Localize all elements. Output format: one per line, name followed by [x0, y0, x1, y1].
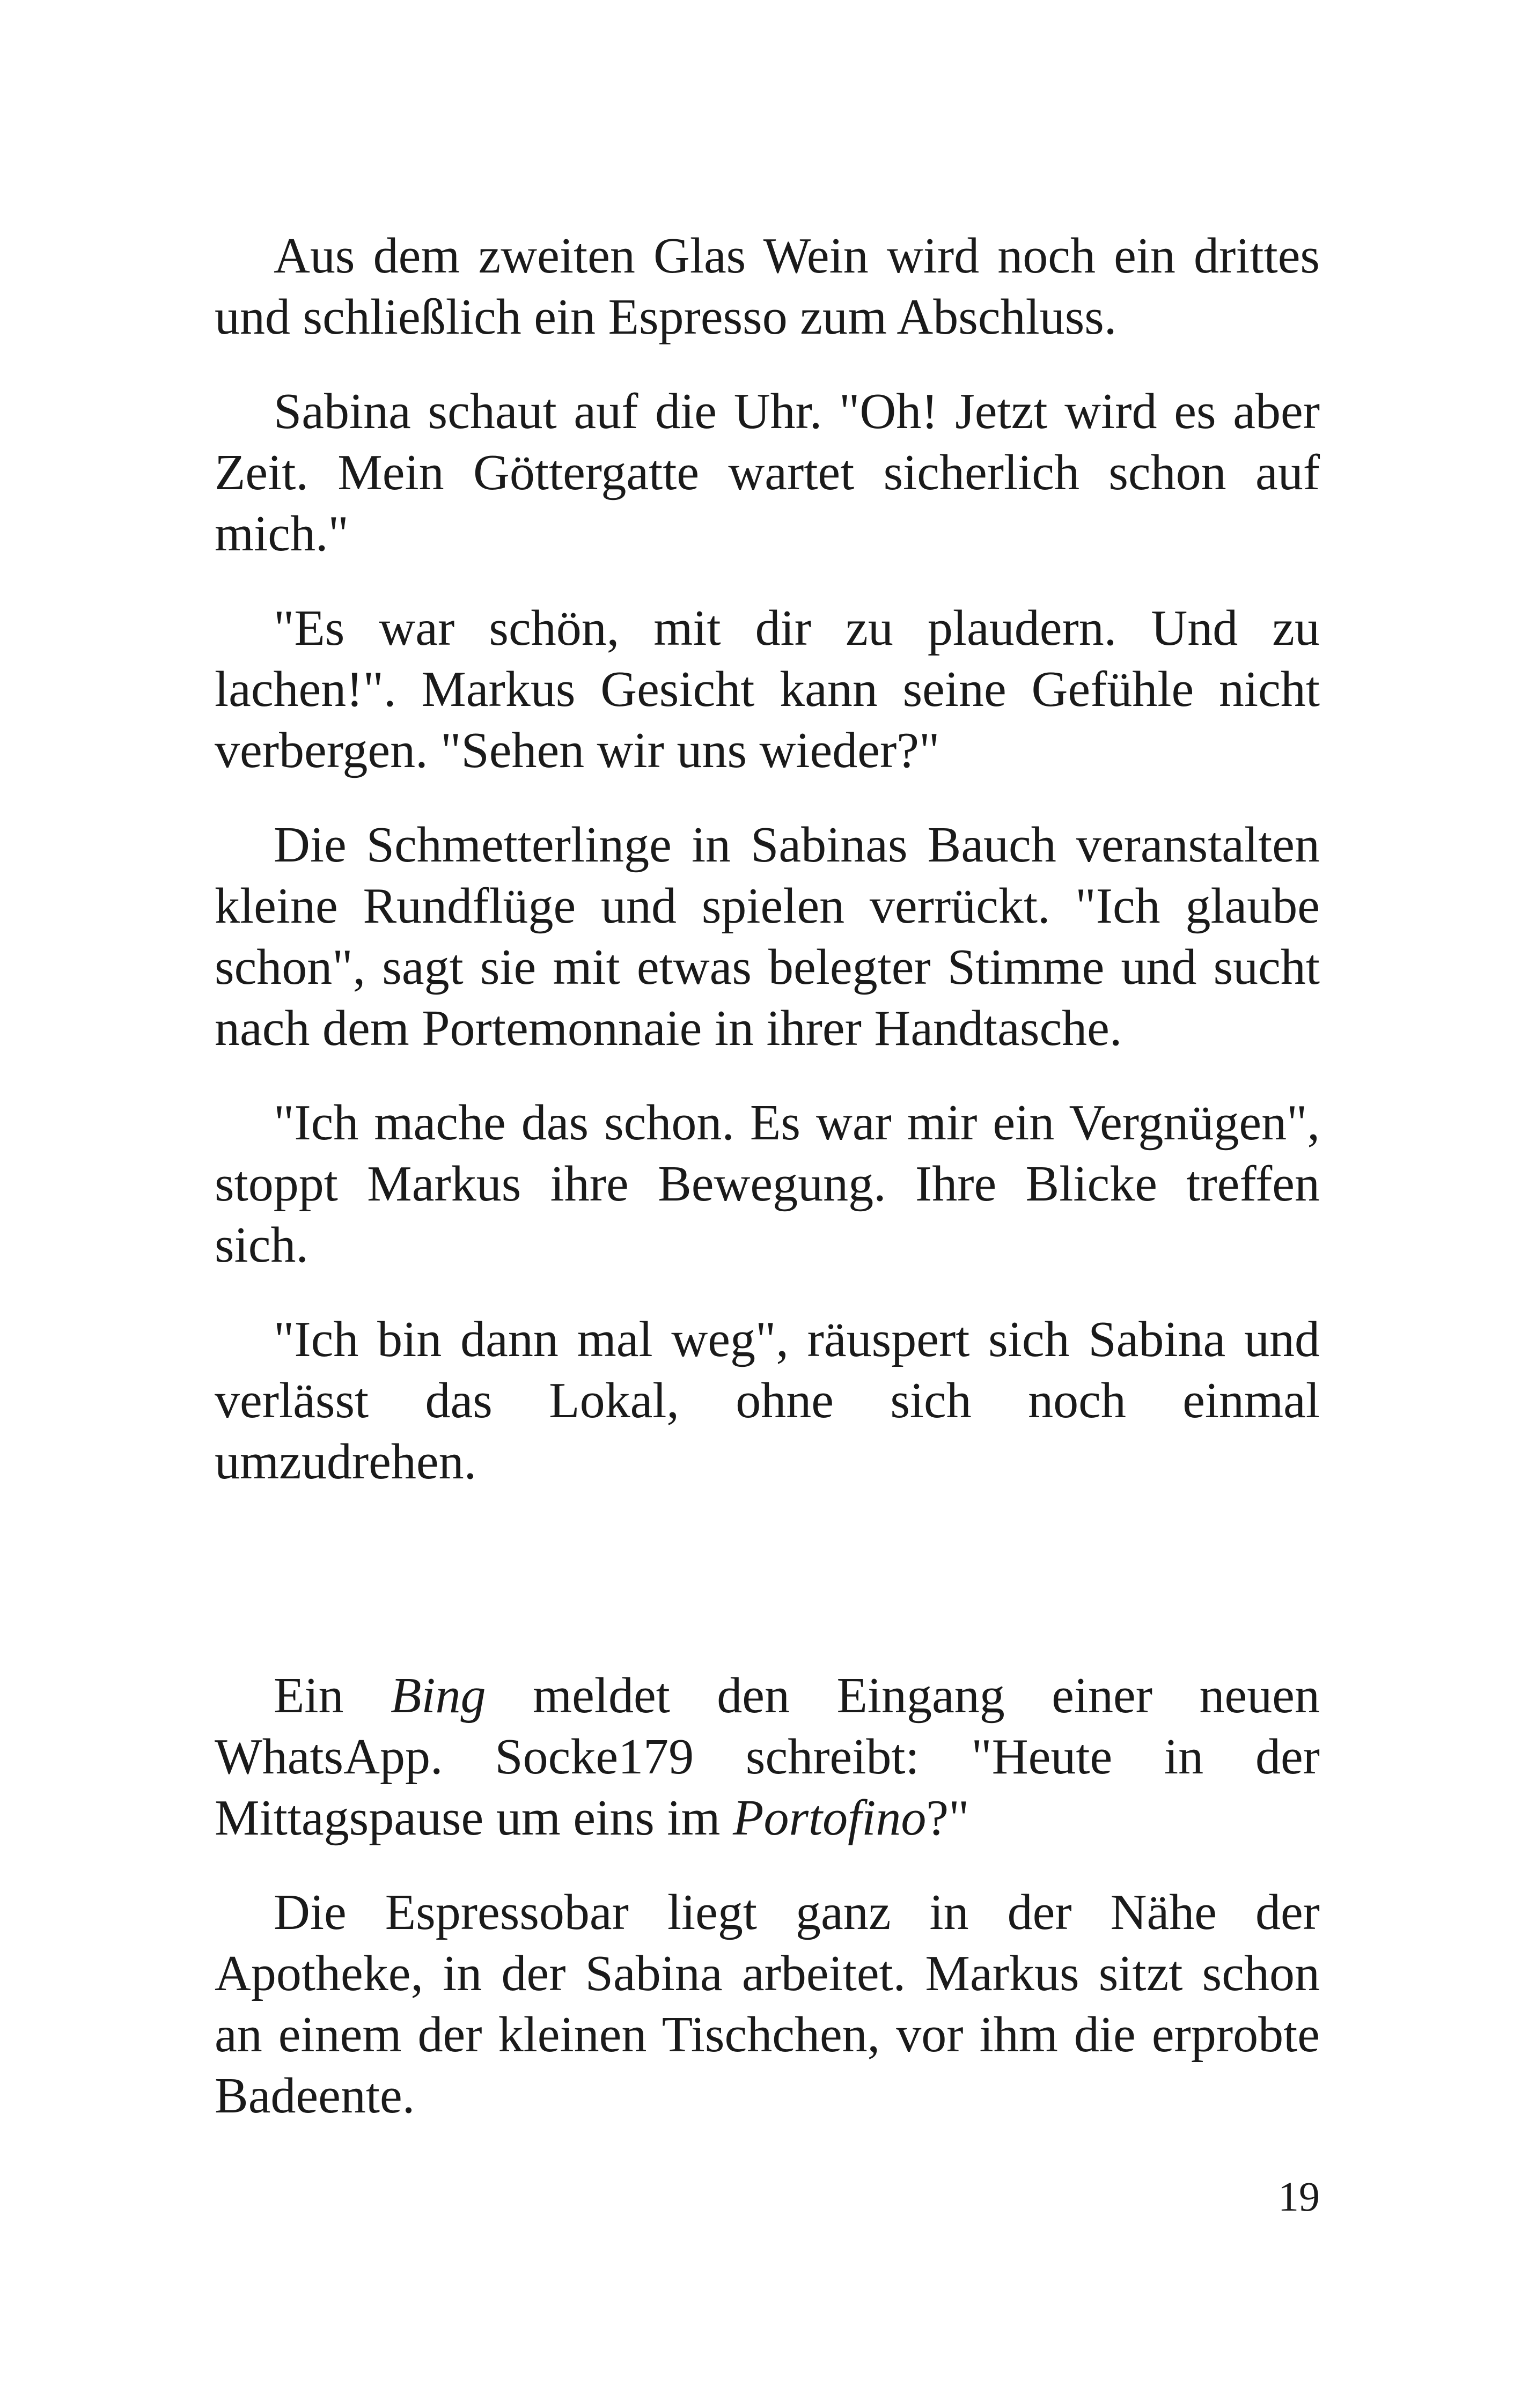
text-run: meldet den Eingang einer neuen WhatsApp. Socke179 schreibt: "Heute in der Mittagspause um eins im: [215, 1668, 1320, 1846]
italic-portofino: Portofino: [733, 1790, 927, 1846]
paragraph-sabina-clock: Sabina schaut auf die Uhr. "Oh! Jetzt wird es aber Zeit. Mein Göttergatte wartet sicherlich schon auf mich.": [215, 384, 1320, 562]
page-number: 19: [1278, 2173, 1320, 2220]
paragraph-wine-espresso: Aus dem zweiten Glas Wein wird noch ein drittes und schließlich ein Espresso zum Abschluss.: [215, 228, 1320, 345]
page-body: [215, 225, 1320, 2126]
paragraph-butterflies: Die Schmetterlinge in Sabinas Bauch veranstalten kleine Rundflüge und spielen verrückt. "Ich glaube schon", sagt sie mit etwas belegter Stimme und sucht nach dem Portemonnaie in ihrer Handtasche.: [215, 817, 1320, 1056]
paragraph-markus-reply: "Es war schön, mit dir zu plaudern. Und zu lachen!". Markus Gesicht kann seine Gefühle nicht verbergen. "Sehen wir uns wieder?": [215, 600, 1320, 778]
text-run: ?": [926, 1790, 969, 1846]
paragraph-sabina-leaves: "Ich bin dann mal weg", räuspert sich Sabina und verlässt das Lokal, ohne sich noch einmal umzudrehen.: [215, 1312, 1320, 1490]
paragraph-markus-pays: "Ich mache das schon. Es war mir ein Vergnügen", stoppt Markus ihre Bewegung. Ihre Blicke treffen sich.: [215, 1095, 1320, 1273]
section-break: [215, 1492, 1320, 1665]
paragraph-whatsapp: [215, 1665, 1320, 1849]
paragraph-espressobar: Die Espressobar liegt ganz in der Nähe der Apotheke, in der Sabina arbeitet. Markus sitzt schon an einem der kleinen Tischchen, vor ihm die erprobte Badeente.: [215, 1884, 1320, 2124]
text-run: Ein: [274, 1668, 391, 1724]
italic-bing: Bing: [391, 1668, 486, 1724]
